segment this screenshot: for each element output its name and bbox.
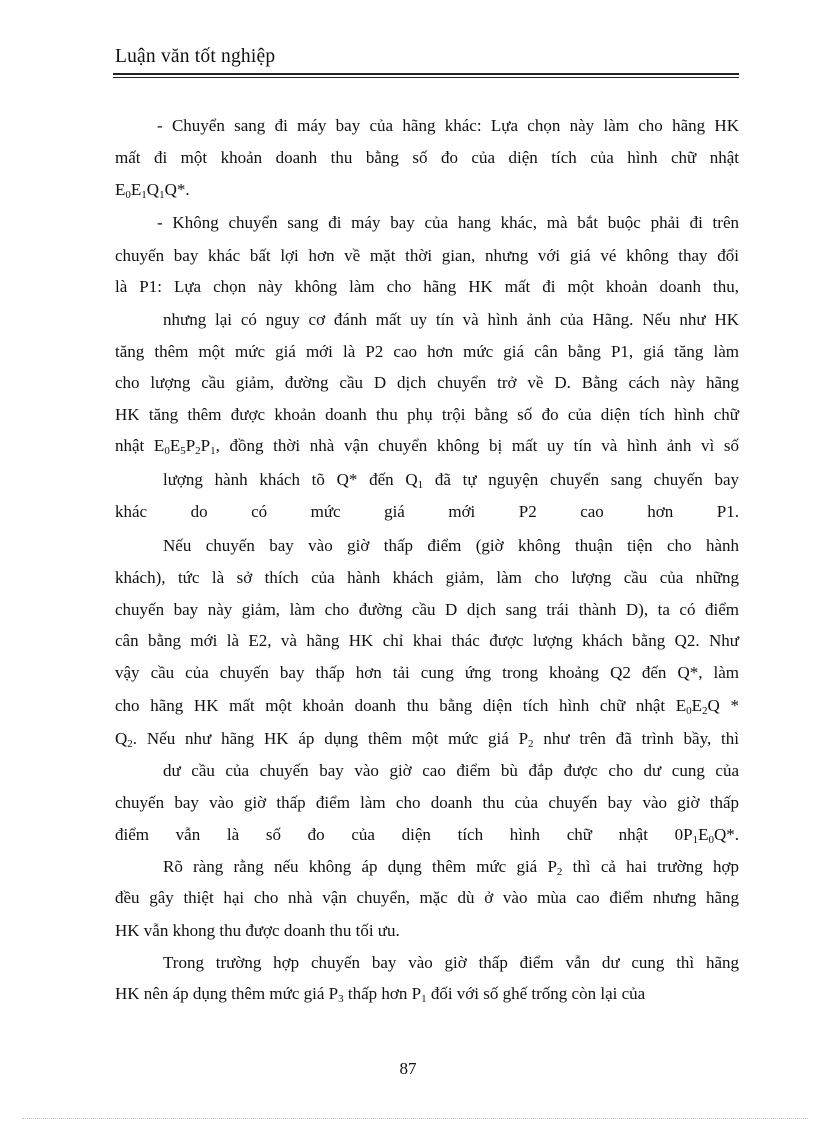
page-number: 87 — [399, 1059, 417, 1078]
header-rule-thick — [113, 73, 739, 75]
text-line: nhưng lại có nguy cơ đánh mất uy tín và hình ảnh của Hãng. Nếu như HK — [163, 310, 739, 329]
text-line: khách), tức là sở thích của hành khách giảm, làm cho lượng cầu của những — [115, 568, 739, 587]
text-line: chuyến bay khác bất lợi hơn về mặt thời gian, nhưng với giá vé không thay đổi — [115, 246, 739, 265]
text-line: cân bằng mới là E2, và hãng HK chỉ khai thác được lượng khách bằng Q2. Như — [115, 631, 739, 650]
text-line: cho hãng HK mất một khoản doanh thu bằng diện tích hình chữ nhật $E_0E_2Q$ * — [115, 696, 739, 717]
text-line: Nếu chuyến bay vào giờ thấp điểm (giờ không thuận tiện cho hành — [163, 536, 739, 555]
text-line: Trong trường hợp chuyến bay vào giờ thấp điểm vẫn dư cung thì hãng — [163, 953, 739, 972]
text-line: dư cầu của chuyến bay vào giờ cao điểm bù đắp được cho dư cung của — [163, 761, 739, 780]
header-rule-thin — [113, 77, 739, 78]
text-line: mất đi một khoản doanh thu bằng số đo của diện tích của hình chữ nhật — [115, 148, 739, 167]
text-line: điểm vẫn là số đo của diện tích hình chữ nhật $0P_1E_0Q*$. — [115, 825, 739, 846]
running-header: Luận văn tốt nghiệp — [115, 46, 276, 67]
text-line: là P1: Lựa chọn này không làm cho hãng HK mất đi một khoản doanh thu, — [115, 277, 739, 296]
text-line: tăng thêm một mức giá mới là P2 cao hơn mức giá cân bằng P1, giá tăng làm — [115, 342, 739, 361]
text-line: chuyến bay vào giờ thấp điểm làm cho doanh thu của chuyến bay vào giờ thấp — [115, 793, 739, 812]
text-line: HK nên áp dụng thêm mức giá $P_3$ thấp hơn $P_1$ đối với số ghế trống còn lại của — [115, 984, 646, 1005]
text-line: $E_0E_1Q_1Q*$. — [115, 180, 190, 201]
text-line: HK vẫn khong thu được doanh thu tối ưu. — [115, 921, 400, 940]
text-line: đều gây thiệt hại cho nhà vận chuyển, mặc dù ở vào mùa cao điểm nhưng hãng — [115, 888, 739, 907]
text-line: Rõ ràng rằng nếu không áp dụng thêm mức giá $P_2$ thì cả hai trường hợp — [163, 857, 739, 878]
text-line: khác do có mức giá mới P2 cao hơn P1. — [115, 502, 739, 521]
footer-dotted-line — [22, 1118, 808, 1119]
text-line: cho lượng cầu giảm, đường cầu D dịch chuyển trở về D. Bằng cách này hãng — [115, 373, 739, 392]
text-line: vậy cầu của chuyến bay thấp hơn tải cung ứng trong khoảng Q2 đến Q*, làm — [115, 663, 739, 682]
text-line: $Q_2$. Nếu như hãng HK áp dụng thêm một mức giá $P_2$ như trên đã trình bầy, thì — [115, 729, 739, 750]
text-line: chuyến bay này giảm, làm cho đường cầu D dịch sang trái thành D), ta có điểm — [115, 600, 739, 619]
text-line: nhật $E_0E_5P_2P_1$, đồng thời nhà vận chuyển không bị mất uy tín và hình ảnh vì số — [115, 436, 740, 457]
text-line: lượng hành khách tõ Q* đến $Q_1$ đã tự nguyện chuyển sang chuyến bay — [163, 470, 740, 491]
text-line: - Không chuyển sang đi máy bay của hang khác, mà bắt buộc phải đi trên — [157, 213, 739, 232]
text-line: HK tăng thêm được khoản doanh thu phụ trội bằng số đo của diện tích hình chữ — [115, 405, 739, 424]
text-line: - Chuyển sang đi máy bay của hãng khác: Lựa chọn này làm cho hãng HK — [157, 116, 739, 135]
